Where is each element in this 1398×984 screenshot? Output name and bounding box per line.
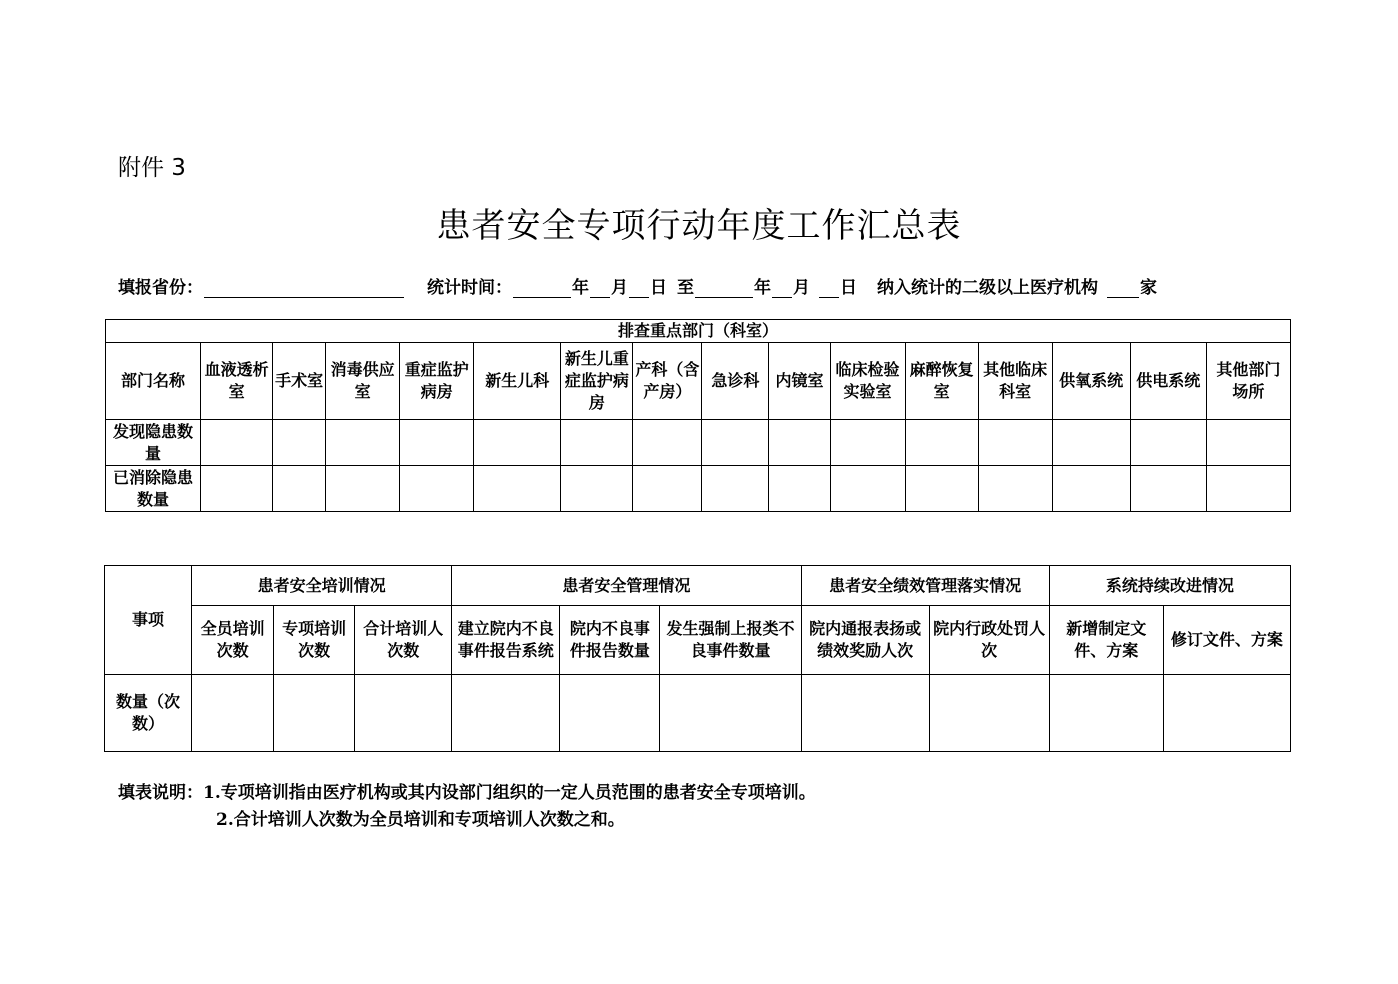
fill-line bbox=[118, 273, 1157, 298]
column-header: 全员培训次数 bbox=[192, 606, 274, 675]
data-cell[interactable] bbox=[769, 420, 830, 466]
dept-header: 新生儿科 bbox=[474, 343, 561, 420]
institutions-label: 纳入统计的二级以上医疗机构 bbox=[877, 278, 1098, 298]
institutions-count-field[interactable] bbox=[1107, 279, 1139, 298]
data-cell[interactable] bbox=[1052, 466, 1130, 512]
group-header: 患者安全绩效管理落实情况 bbox=[801, 566, 1049, 606]
data-cell[interactable] bbox=[326, 466, 400, 512]
data-cell[interactable] bbox=[830, 466, 905, 512]
data-cell[interactable] bbox=[273, 466, 326, 512]
to-label: 至 bbox=[677, 278, 694, 298]
column-header: 建立院内不良事件报告系统 bbox=[452, 606, 560, 675]
dept-header: 其他临床科室 bbox=[978, 343, 1052, 420]
data-cell[interactable] bbox=[560, 675, 660, 752]
data-cell[interactable] bbox=[633, 420, 702, 466]
data-cell[interactable] bbox=[1130, 420, 1206, 466]
data-cell[interactable] bbox=[326, 420, 400, 466]
data-cell[interactable] bbox=[452, 675, 560, 752]
data-cell[interactable] bbox=[905, 466, 978, 512]
column-header: 院内行政处罚人次 bbox=[929, 606, 1049, 675]
row-label: 已消除隐患数量 bbox=[106, 466, 201, 512]
day-label: 日 bbox=[840, 278, 857, 298]
dept-header: 供电系统 bbox=[1130, 343, 1206, 420]
data-cell[interactable] bbox=[400, 466, 474, 512]
end-month-field[interactable] bbox=[772, 279, 792, 298]
data-cell[interactable] bbox=[702, 420, 769, 466]
dept-header: 内镜室 bbox=[769, 343, 830, 420]
end-year-field[interactable] bbox=[695, 279, 753, 298]
month-label: 月 bbox=[793, 278, 810, 298]
data-cell[interactable] bbox=[561, 420, 633, 466]
dept-header: 其他部门场所 bbox=[1206, 343, 1290, 420]
data-cell[interactable] bbox=[702, 466, 769, 512]
data-cell[interactable] bbox=[1206, 420, 1290, 466]
dept-header: 消毒供应室 bbox=[326, 343, 400, 420]
row-label: 发现隐患数量 bbox=[106, 420, 201, 466]
item-header: 事项 bbox=[105, 566, 192, 675]
time-label: 统计时间： bbox=[427, 278, 512, 298]
data-cell[interactable] bbox=[561, 466, 633, 512]
data-cell[interactable] bbox=[201, 420, 273, 466]
row-label: 数量（次数） bbox=[105, 675, 192, 752]
row-header: 部门名称 bbox=[106, 343, 201, 420]
data-cell[interactable] bbox=[400, 420, 474, 466]
province-field[interactable] bbox=[204, 279, 404, 298]
column-header: 发生强制上报类不良事件数量 bbox=[660, 606, 801, 675]
attachment-label: 附件 3 bbox=[118, 155, 186, 181]
data-cell[interactable] bbox=[633, 466, 702, 512]
data-cell[interactable] bbox=[1206, 466, 1290, 512]
dept-header: 重症监护病房 bbox=[400, 343, 474, 420]
safety-management-table bbox=[104, 565, 1291, 752]
group-header: 患者安全管理情况 bbox=[452, 566, 801, 606]
group-header: 系统持续改进情况 bbox=[1049, 566, 1290, 606]
data-cell[interactable] bbox=[978, 420, 1052, 466]
department-inspection-table bbox=[105, 319, 1291, 512]
month-label: 月 bbox=[611, 278, 628, 298]
data-cell[interactable] bbox=[801, 675, 929, 752]
data-cell[interactable] bbox=[474, 466, 561, 512]
column-header: 院内不良事件报告数量 bbox=[560, 606, 660, 675]
province-label: 填报省份： bbox=[118, 278, 203, 298]
data-cell[interactable] bbox=[274, 675, 355, 752]
data-cell[interactable] bbox=[1163, 675, 1290, 752]
page-title: 患者安全专项行动年度工作汇总表 bbox=[436, 206, 962, 246]
notes-label: 填表说明： bbox=[118, 783, 203, 803]
column-header: 专项培训次数 bbox=[274, 606, 355, 675]
start-year-field[interactable] bbox=[513, 279, 571, 298]
group-header: 患者安全培训情况 bbox=[192, 566, 452, 606]
data-cell[interactable] bbox=[201, 466, 273, 512]
dept-header: 麻醉恢复室 bbox=[905, 343, 978, 420]
column-header: 新增制定文件、方案 bbox=[1049, 606, 1163, 675]
dept-header: 供氧系统 bbox=[1052, 343, 1130, 420]
unit-label: 家 bbox=[1140, 278, 1157, 298]
dept-header: 临床检验实验室 bbox=[830, 343, 905, 420]
end-day-field[interactable] bbox=[819, 279, 839, 298]
data-cell[interactable] bbox=[830, 420, 905, 466]
table-row bbox=[106, 466, 1291, 512]
fill-instructions bbox=[118, 780, 816, 834]
data-cell[interactable] bbox=[978, 466, 1052, 512]
data-cell[interactable] bbox=[769, 466, 830, 512]
column-header: 修订文件、方案 bbox=[1163, 606, 1290, 675]
data-cell[interactable] bbox=[192, 675, 274, 752]
data-cell[interactable] bbox=[355, 675, 452, 752]
note-item: 1.专项培训指由医疗机构或其内设部门组织的一定人员范围的患者安全专项培训。 bbox=[203, 783, 816, 803]
dept-header: 新生儿重症监护病房 bbox=[561, 343, 633, 420]
start-month-field[interactable] bbox=[590, 279, 610, 298]
dept-header: 急诊科 bbox=[702, 343, 769, 420]
table-row bbox=[106, 420, 1291, 466]
start-day-field[interactable] bbox=[629, 279, 649, 298]
year-label: 年 bbox=[754, 278, 771, 298]
data-cell[interactable] bbox=[273, 420, 326, 466]
dept-header: 血液透析室 bbox=[201, 343, 273, 420]
data-cell[interactable] bbox=[905, 420, 978, 466]
dept-header: 产科（含产房） bbox=[633, 343, 702, 420]
data-cell[interactable] bbox=[660, 675, 801, 752]
note-item: 2.合计培训人次数为全员培训和专项培训人次数之和。 bbox=[216, 810, 625, 830]
data-cell[interactable] bbox=[1052, 420, 1130, 466]
group-header: 排查重点部门（科室） bbox=[106, 320, 1291, 343]
day-label: 日 bbox=[650, 278, 667, 298]
column-header: 合计培训人次数 bbox=[355, 606, 452, 675]
table-row bbox=[105, 675, 1291, 752]
dept-header: 手术室 bbox=[273, 343, 326, 420]
data-cell[interactable] bbox=[929, 675, 1049, 752]
column-header: 院内通报表扬或绩效奖励人次 bbox=[801, 606, 929, 675]
data-cell[interactable] bbox=[1049, 675, 1163, 752]
year-label: 年 bbox=[572, 278, 589, 298]
data-cell[interactable] bbox=[1130, 466, 1206, 512]
data-cell[interactable] bbox=[474, 420, 561, 466]
